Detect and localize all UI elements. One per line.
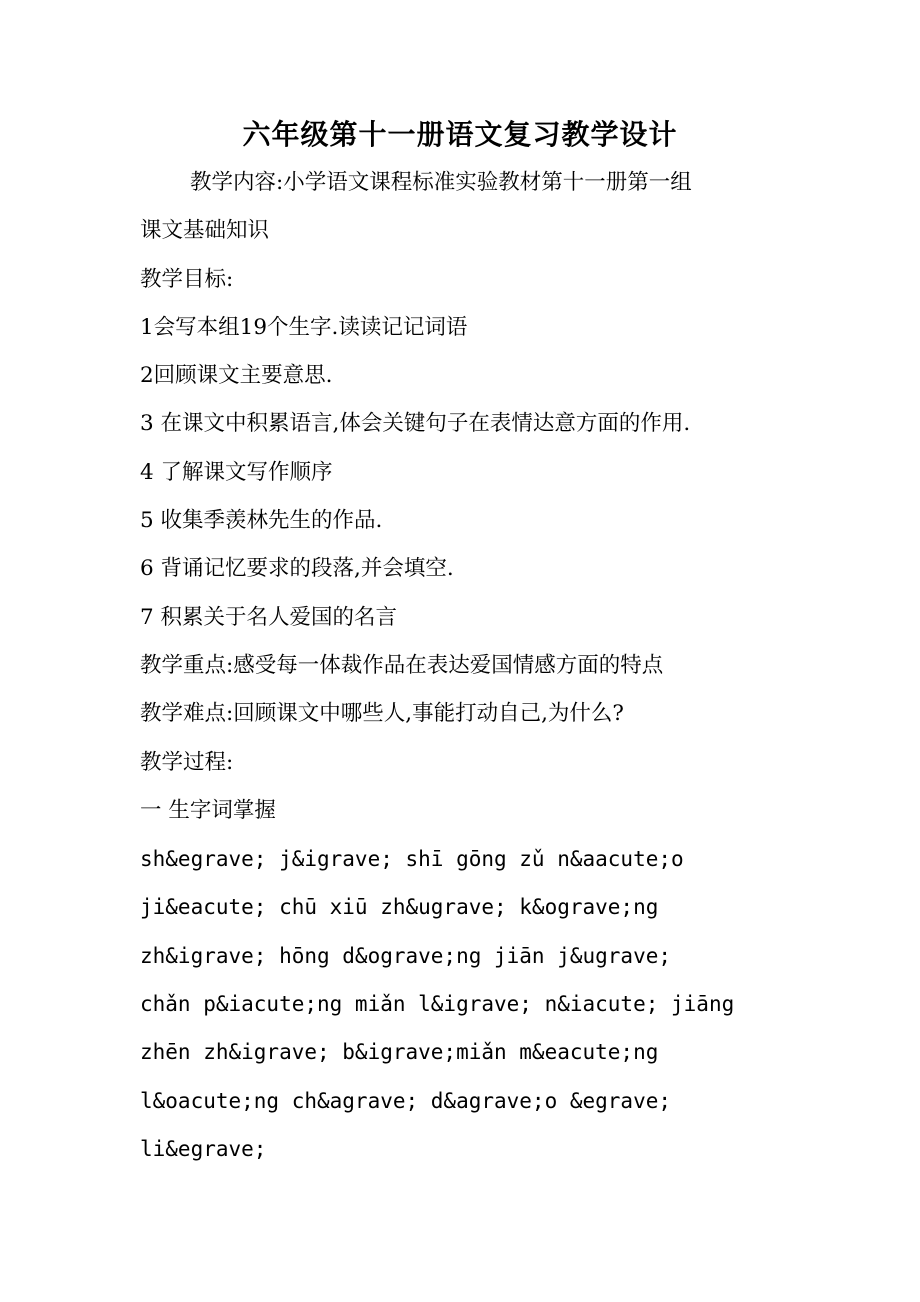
document-body [140,159,800,1173]
objective-item: 4 了解课文写作顺序 [140,459,333,485]
pinyin-line: zh&igrave; hōng d&ograve;ng jiān j&ugrave; [140,943,672,968]
objective-item: 7 积累关于名人爱国的名言 [140,604,398,630]
document-title: 六年级第十一册语文复习教学设计 [242,118,678,151]
pinyin-line: li&egrave; [140,1136,267,1161]
teaching-content-line: 教学内容:小学语文课程标准实验教材第十一册第一组 [190,170,692,195]
key-point: 教学重点:感受每一体裁作品在表达爱国情感方面的特点 [140,652,664,678]
section-heading: 一 生字词掌握 [140,797,276,823]
pinyin-line: ji&eacute; chū xiū zh&ugrave; k&ograve;ng [140,895,659,920]
objectives-heading: 教学目标: [140,266,234,292]
pinyin-line: l&oacute;ng ch&agrave; d&agrave;o &egrave; [140,1088,672,1113]
objective-item: 3 在课文中积累语言,体会关键句子在表情达意方面的作用. [140,411,691,437]
objective-item: 6 背诵记忆要求的段落,并会填空. [140,556,454,582]
objective-item: 1会写本组19个生字.读读记记词语 [140,314,468,340]
teaching-content-continued: 课文基础知识 [140,218,270,244]
objective-item: 2回顾课文主要意思. [140,363,333,389]
pinyin-line: zhēn zh&igrave; b&igrave;miǎn m&eacute;ng [140,1040,659,1065]
pinyin-line: chǎn p&iacute;ng miǎn l&igrave; n&iacute; jiāng [140,992,735,1017]
process-heading: 教学过程: [140,749,234,775]
objective-item: 5 收集季羡林先生的作品. [140,508,383,534]
difficult-point: 教学难点:回顾课文中哪些人,事能打动自己,为什么? [140,701,624,727]
pinyin-line: sh&egrave; j&igrave; shī gōng zǔ n&aacute;o [140,847,684,872]
